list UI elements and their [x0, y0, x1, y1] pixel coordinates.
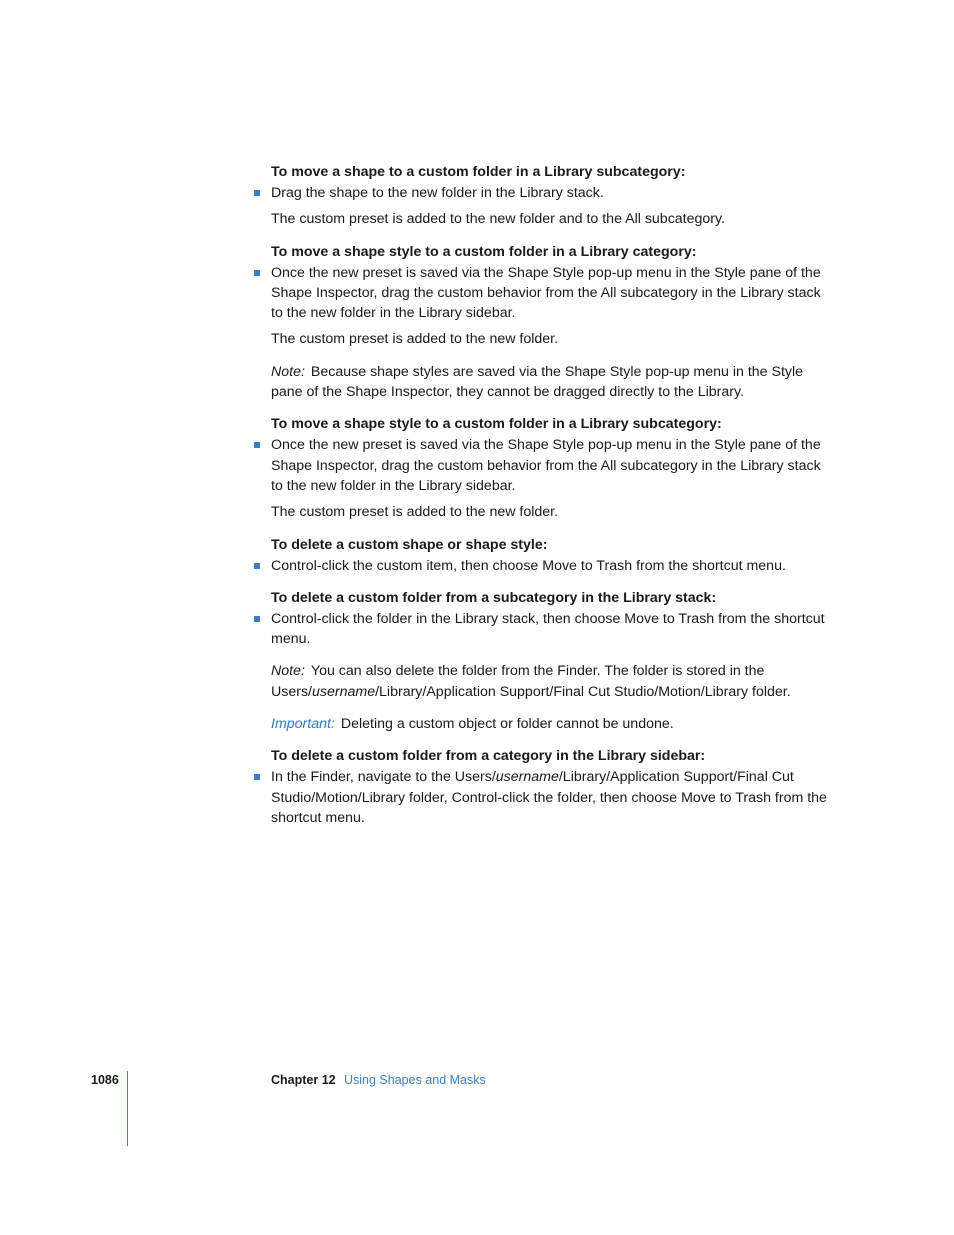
chapter-label: Chapter 12: [271, 1073, 336, 1087]
note-paragraph: [271, 362, 831, 403]
bullet-square-icon: [254, 190, 260, 196]
bullet-square-icon: [254, 616, 260, 622]
bullet-text-end: /Library/Application Support/Final Cut Studio/Motion/Library folder, Control-click the folder, then choose Move to Trash from the shortcut menu.: [271, 769, 827, 826]
note-label: Note:: [271, 663, 305, 680]
bullet-item: [271, 263, 831, 324]
bullet-text: Once the new preset is saved via the Shape Style pop-up menu in the Style pane of the Shape Inspector, drag the custom behavior from the All subcategory in the Library stack to the new folder in the Library sidebar.: [271, 264, 821, 322]
important-label: Important:: [271, 716, 335, 733]
chapter-title: Using Shapes and Masks: [344, 1073, 486, 1087]
result-text: The custom preset is added to the new folder and to the All subcategory.: [271, 211, 726, 228]
bullet-square-icon: [254, 270, 260, 276]
note-text-username: username: [312, 683, 376, 700]
note-label: Note:: [271, 363, 305, 380]
section-heading: To delete a custom shape or shape style:: [271, 536, 548, 553]
bullet-square-icon: [254, 442, 260, 448]
note-paragraph: [271, 661, 831, 702]
note-text: Because shape styles are saved via the Shape Style pop-up menu in the Style pane of the Shape Inspector, they cannot be dragged directly to the Library.: [271, 363, 804, 401]
bullet-square-icon: [254, 563, 260, 569]
note-text-end: /Library/Application Support/Final Cut Studio/Motion/Library folder.: [375, 683, 791, 700]
bullet-text: Once the new preset is saved via the Shape Style pop-up menu in the Style pane of the Shape Inspector, drag the custom behavior from the All subcategory in the Library stack to the new folder in the Library sidebar.: [271, 437, 821, 494]
section-heading: To move a shape to a custom folder in a Library subcategory:: [271, 164, 686, 180]
bullet-text: Control-click the custom item, then choose Move to Trash from the shortcut menu.: [271, 557, 786, 574]
result-text: The custom preset is added to the new folder.: [271, 331, 559, 348]
bullet-text-start: In the Finder, navigate to the Users/: [271, 769, 496, 786]
document-body: [271, 162, 831, 828]
bullet-item: [271, 609, 831, 650]
section-heading: To move a shape style to a custom folder in a Library category:: [271, 243, 697, 260]
note-text-start: You can also delete the folder from the Finder. The folder is stored in the Users/: [271, 663, 765, 700]
footer-divider: [127, 1071, 128, 1146]
bullet-text: Control-click the folder in the Library stack, then choose Move to Trash from the shortcut menu.: [271, 610, 825, 648]
important-paragraph: [271, 714, 831, 734]
section-heading: To delete a custom folder from a category in the Library sidebar:: [271, 748, 706, 765]
section-heading: To move a shape style to a custom folder in a Library subcategory:: [271, 416, 722, 433]
bullet-item: [271, 556, 831, 576]
section-heading: To delete a custom folder from a subcategory in the Library stack:: [271, 589, 717, 606]
page-number: 1086: [91, 1073, 119, 1087]
bullet-text: Drag the shape to the new folder in the Library stack.: [271, 185, 604, 201]
important-text: Deleting a custom object or folder cannot be undone.: [340, 716, 674, 733]
bullet-square-icon: [254, 774, 260, 780]
bullet-item: [271, 767, 831, 828]
result-text: The custom preset is added to the new folder.: [271, 504, 559, 521]
bullet-item: [271, 183, 831, 203]
bullet-text-username: username: [495, 769, 559, 786]
bullet-item: [271, 435, 831, 496]
